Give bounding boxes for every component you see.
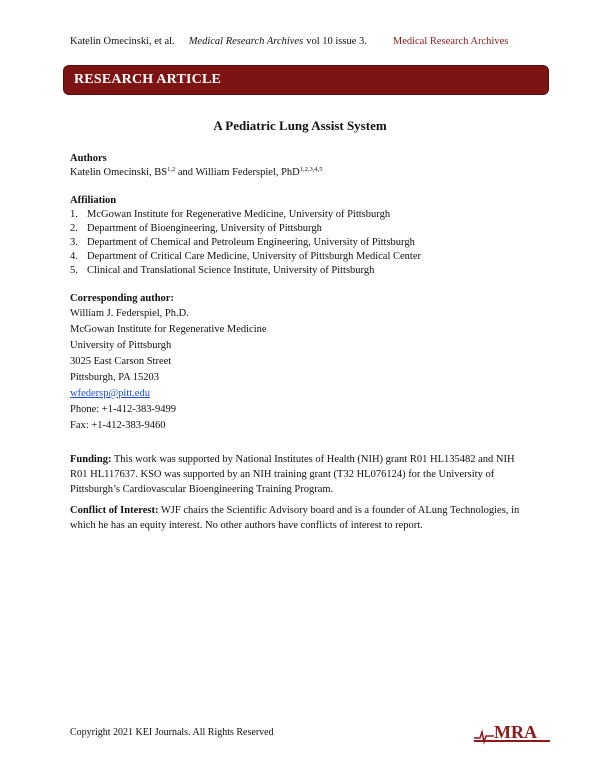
corresponding-phone: Phone: +1-412-383-9499 (70, 404, 176, 415)
affiliation-number: 4. (70, 251, 78, 262)
affiliation-text: Department of Bioengineering, University of Pittsburgh (87, 223, 322, 234)
corresponding-city: Pittsburgh, PA 15203 (70, 372, 159, 383)
corresponding-heading: Corresponding author: (70, 293, 174, 304)
author2-name: and William Federspiel, PhD (177, 167, 300, 178)
article-type-label: RESEARCH ARTICLE (74, 72, 222, 87)
article-type-banner (64, 66, 548, 94)
affiliation-number: 5. (70, 265, 78, 276)
corresponding-section (70, 292, 267, 434)
corresponding-email-link[interactable]: wfedersp@pitt.edu (70, 388, 150, 399)
authors-section (70, 152, 323, 180)
conflict-label: Conflict of Interest: (70, 505, 159, 516)
affiliation-item (70, 208, 421, 222)
affiliation-item (70, 236, 421, 250)
author-line (70, 166, 323, 180)
header-volume: vol 10 issue 3. (306, 36, 367, 47)
affiliation-heading: Affiliation (70, 195, 117, 206)
affiliation-text: Clinical and Translational Science Institute, University of Pittsburgh (87, 265, 375, 276)
authors-heading: Authors (70, 153, 107, 164)
corresponding-street: 3025 East Carson Street (70, 356, 172, 367)
funding-text: This work was supported by National Institutes of Health (NIH) grant R01 HL135482 and NIH R01 HL117637. KSO was supported by an NIH training grant (T32 HL076124) for the University of Pittsburgh’s Cardiovascular Bioengineering Training Program. (70, 454, 515, 495)
corresponding-fax: Fax: +1-412-383-9460 (70, 420, 166, 431)
affiliation-number: 3. (70, 237, 78, 248)
conflict-text: WJF chairs the Scientific Advisory board and is a founder of ALung Technologies, in which he has an equity interest. No other authors have conflicts of interest to report. (70, 505, 520, 531)
affiliation-section (70, 194, 421, 278)
affiliation-item (70, 250, 421, 264)
affiliation-list (70, 208, 421, 278)
copyright-notice: Copyright 2021 KEI Journals. All Rights Reserved (70, 727, 274, 738)
affiliation-text: Department of Chemical and Petroleum Engineering, University of Pittsburgh (87, 237, 415, 248)
funding-label: Funding: (70, 454, 112, 465)
corresponding-university: University of Pittsburgh (70, 340, 172, 351)
affiliation-text: Department of Critical Care Medicine, University of Pittsburgh Medical Center (87, 251, 421, 262)
header-journal: Medical Research Archives (188, 36, 304, 47)
logo-text: MRA (494, 722, 537, 742)
corresponding-name: William J. Federspiel, Ph.D. (70, 308, 189, 319)
affiliation-number: 1. (70, 209, 78, 220)
author1-affil: 1,2 (167, 166, 176, 173)
header-brand: Medical Research Archives (392, 36, 509, 47)
affiliation-number: 2. (70, 223, 78, 234)
affiliation-item (70, 264, 421, 278)
author2-affil: 1,2,3,4,5 (299, 166, 323, 173)
conflict-paragraph (70, 503, 532, 533)
header-authors: Katelin Omecinski, et al. (70, 36, 175, 47)
article-title: A Pediatric Lung Assist System (213, 118, 387, 133)
corresponding-institute: McGowan Institute for Regenerative Medicine (70, 324, 267, 335)
affiliation-text: McGowan Institute for Regenerative Medicine, University of Pittsburgh (87, 209, 391, 220)
running-header (70, 36, 530, 47)
mra-logo-icon (472, 720, 552, 746)
author1-name: Katelin Omecinski, BS (70, 167, 168, 178)
funding-paragraph (70, 452, 532, 497)
affiliation-item (70, 222, 421, 236)
